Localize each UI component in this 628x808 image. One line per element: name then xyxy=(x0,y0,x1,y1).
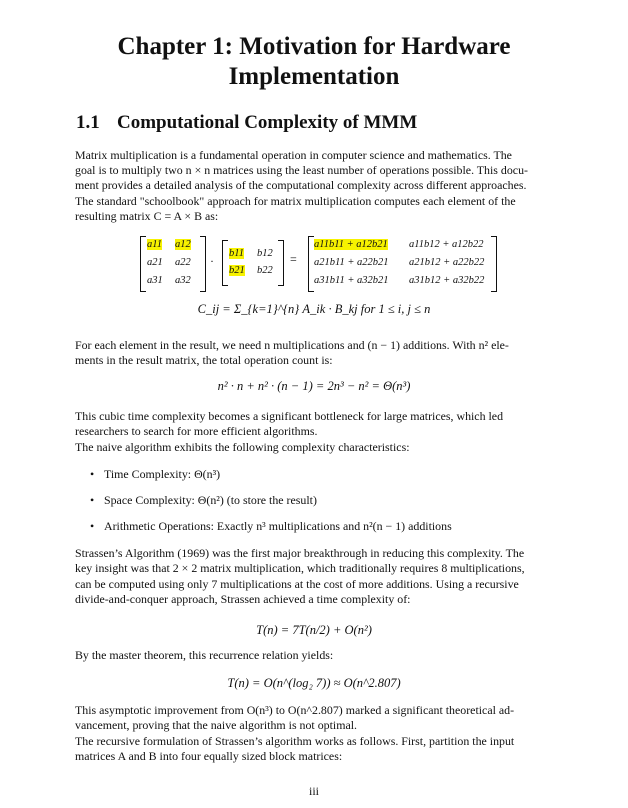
asym-line-4: matrices A and B into four equally sized block matrices: xyxy=(75,749,343,763)
master-theorem-line: By the master theorem, this recurrence relation yields: xyxy=(75,648,334,662)
matrix-c-cell: a11b12 + a12b22 xyxy=(409,239,484,250)
recurrence-equation: T(n) = 7T(n/2) + O(n²) xyxy=(256,623,372,637)
strassen-line-2: key insight was that 2 × 2 matrix multiplication, which traditionally requires 8 multiplications, xyxy=(75,561,525,575)
matrix-equation xyxy=(140,236,500,294)
intro-line-4: The standard "schoolbook" approach for matrix multiplication computes each element of the xyxy=(75,194,516,208)
master-result-equation: T(n) = O(n^(log₂ 7)) ≈ O(n^2.807) xyxy=(227,676,401,690)
matrix-c-cell: a31b12 + a32b22 xyxy=(409,275,485,286)
matrix-b-cell: b22 xyxy=(257,265,273,276)
intro-line-5: resulting matrix C = A × B as: xyxy=(75,209,219,223)
asym-line-1: This asymptotic improvement from O(n³) to O(n^2.807) marked a significant theoretical ad- xyxy=(75,703,515,717)
matrix-c-cell: a21b11 + a22b21 xyxy=(314,257,389,268)
matrix-a-cell: a11 xyxy=(147,239,162,250)
intro-line-2: goal is to multiply two n × n matrices using the least number of operations possible. This docu- xyxy=(75,163,528,177)
matrix-c xyxy=(308,236,497,292)
matrix-a-cell: a31 xyxy=(147,275,163,286)
matrix-c-cell: a31b11 + a32b21 xyxy=(314,275,389,286)
matrix-a-cell: a32 xyxy=(175,275,191,286)
after-sum-line-1: For each element in the result, we need n multiplications and (n − 1) additions. With n² ele- xyxy=(75,338,509,352)
matrix-b-cell: b21 xyxy=(229,265,245,276)
matrix-c-cell: a11b11 + a12b21 xyxy=(314,239,388,250)
section-heading xyxy=(76,112,417,134)
asym-line-3: The recursive formulation of Strassen’s algorithm works as follows. First, partition the input xyxy=(75,734,515,748)
list-item-text: Space Complexity: Θ(n²) (to store the result) xyxy=(104,493,317,507)
matrix-c-cell: a21b12 + a22b22 xyxy=(409,257,485,268)
equals-operator: = xyxy=(290,252,297,266)
matrix-b-cell: b12 xyxy=(257,248,273,259)
section-title: Computational Complexity of MMM xyxy=(117,112,418,133)
asym-line-2: vancement, proving that the naive algorithm is not optimal. xyxy=(75,718,358,732)
cubic-line-2: researchers to search for more efficient algorithms. xyxy=(75,424,318,438)
intro-line-1: Matrix multiplication is a fundamental operation in computer science and mathematics. The xyxy=(75,148,512,162)
matrix-a xyxy=(140,236,206,292)
cubic-line-1: This cubic time complexity becomes a significant bottleneck for large matrices, which led xyxy=(75,409,504,423)
section-number: 1.1 xyxy=(76,112,100,133)
summation-equation: C_ij = Σ_{k=1}^{n} A_ik · B_kj for 1 ≤ i, j ≤ n xyxy=(197,302,431,316)
list-item-text: Arithmetic Operations: Exactly n³ multiplications and n²(n − 1) additions xyxy=(104,519,452,533)
matrix-b-cell: b11 xyxy=(229,248,244,259)
cubic-line-3: The naive algorithm exhibits the following complexity characteristics: xyxy=(75,440,410,454)
strassen-line-3: can be computed using only 7 multiplications at the cost of more additions. Using a recursive xyxy=(75,577,519,591)
list-item-text: Time Complexity: Θ(n³) xyxy=(104,467,221,481)
matrix-a-cell: a12 xyxy=(175,239,191,250)
list-item: • Arithmetic Operations: Exactly n³ multiplications and n²(n − 1) additions xyxy=(90,519,452,533)
page-number: iii xyxy=(308,784,319,798)
chapter-title-line2: Implementation xyxy=(228,63,400,90)
operation-count-equation: n² · n + n² · (n − 1) = 2n³ − n² = Θ(n³) xyxy=(217,379,411,393)
matrix-a-cell: a22 xyxy=(175,257,191,268)
matrix-a-cell: a21 xyxy=(147,257,163,268)
intro-line-3: ment provides a detailed analysis of the computational complexity across different approaches. xyxy=(75,178,527,192)
chapter-title-line1: Chapter 1: Motivation for Hardware xyxy=(117,33,511,60)
list-item: • Time Complexity: Θ(n³) xyxy=(90,467,221,481)
strassen-line-1: Strassen’s Algorithm (1969) was the first major breakthrough in reducing this complexity. The xyxy=(75,546,525,560)
after-sum-line-2: ments in the result matrix, the total operation count is: xyxy=(75,353,333,367)
strassen-line-4: divide-and-conquer approach, Strassen achieved a time complexity of: xyxy=(75,592,411,606)
matrix-b xyxy=(222,240,284,286)
dot-operator: · xyxy=(210,254,214,268)
list-item: • Space Complexity: Θ(n²) (to store the result) xyxy=(90,493,317,507)
chapter-title xyxy=(60,32,568,92)
